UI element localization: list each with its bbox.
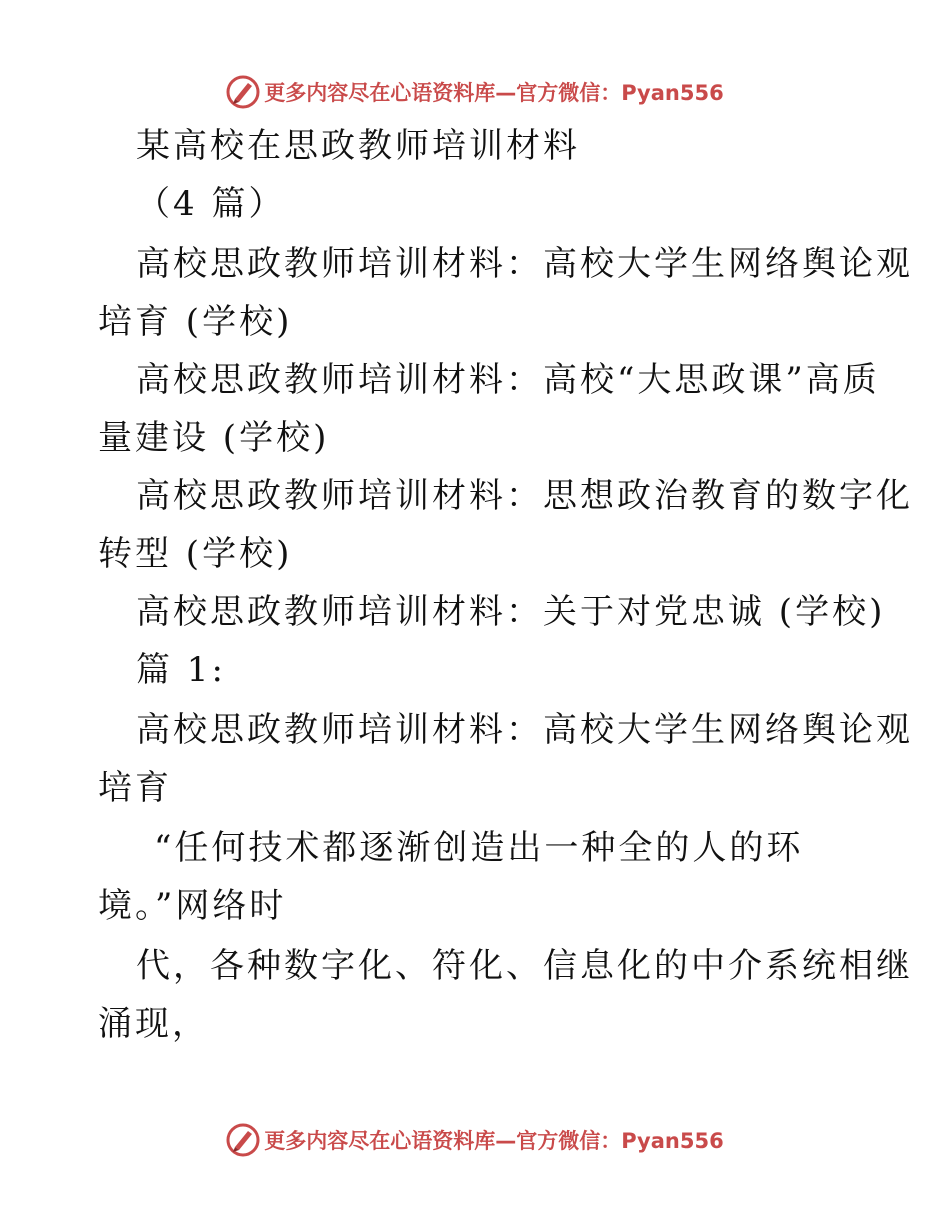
document-title: 某高校在思政教师培训材料 (136, 126, 580, 166)
part-label: 篇 1: (136, 650, 226, 690)
toc-item-3-line2: 转型 (学校) (98, 534, 293, 574)
toc-item-1-line1: 高校思政教师培训材料：高校大学生网络舆论观 (136, 244, 913, 284)
toc-item-2-line2: 量建设 (学校) (98, 418, 330, 458)
body-line1: 代，各种数字化、符化、信息化的中介系统相继 (136, 946, 913, 986)
toc-item-4: 高校思政教师培训材料：关于对党忠诚 (学校) (136, 592, 886, 632)
pen-logo-icon (226, 75, 260, 109)
pen-logo-icon (226, 1123, 260, 1157)
footer-watermark (0, 1118, 950, 1162)
header-watermark (0, 70, 950, 114)
quote-line1: “任何技术都逐渐创造出一种全的人的环 (154, 828, 804, 868)
toc-item-1-line2: 培育 (学校) (98, 302, 293, 342)
toc-item-3-line1: 高校思政教师培训材料：思想政治教育的数字化 (136, 476, 913, 516)
watermark-text: 更多内容尽在心语资料库—官方微信：Pyan556 (264, 81, 724, 105)
toc-item-2-line1: 高校思政教师培训材料：高校“大思政课”高质 (136, 360, 880, 400)
body-line2: 涌现， (98, 1004, 209, 1044)
section-title-line1: 高校思政教师培训材料：高校大学生网络舆论观 (136, 710, 913, 750)
section-title-line2: 培育 (98, 768, 172, 808)
quote-line2: 境。”网络时 (98, 886, 287, 926)
article-count: （4 篇） (136, 184, 286, 224)
watermark-text: 更多内容尽在心语资料库—官方微信：Pyan556 (264, 1129, 724, 1153)
